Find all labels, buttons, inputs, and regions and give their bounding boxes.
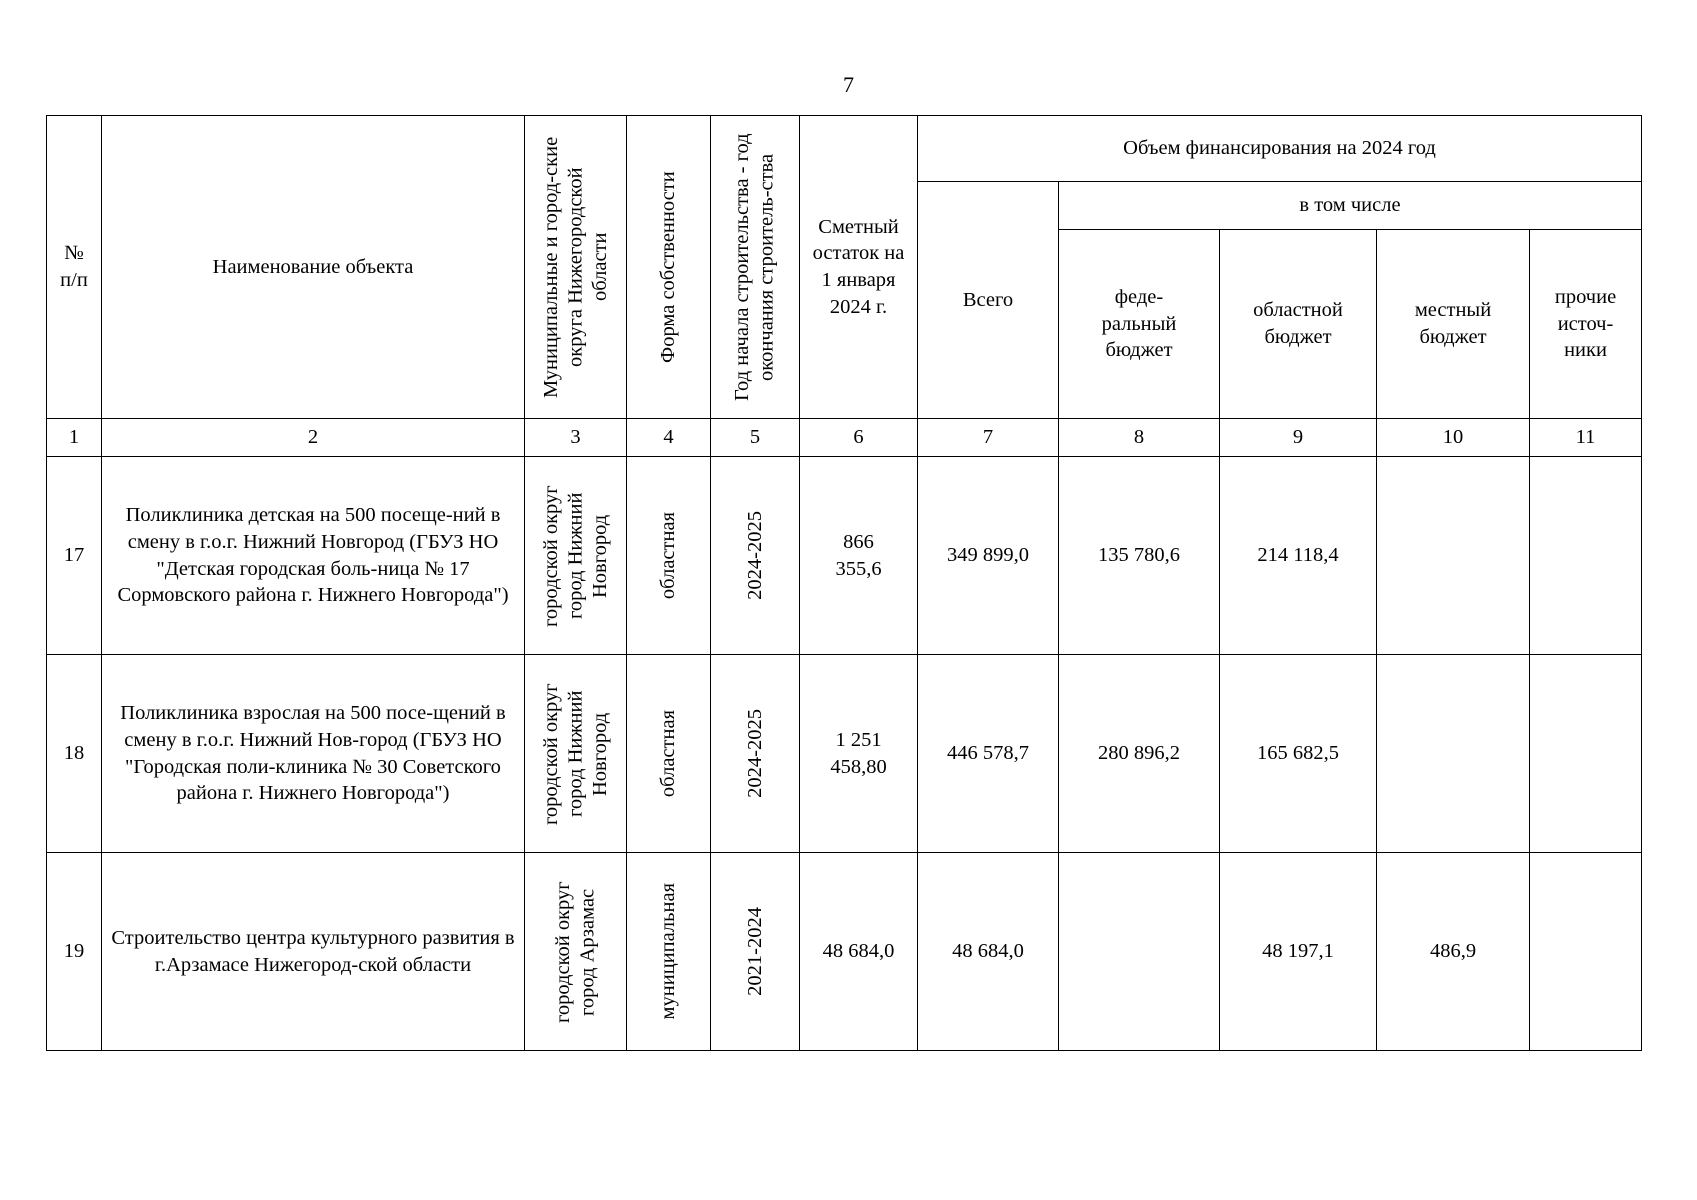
header-years [711,116,800,419]
row-balance: 866 355,6 [800,457,918,655]
row-years-text: 2024-2025 [743,709,766,798]
row-ownership [627,457,711,655]
column-number: 4 [627,419,711,457]
row-num: 19 [47,853,102,1051]
row-other [1530,457,1642,655]
column-number: 8 [1059,419,1220,457]
row-ownership [627,853,711,1051]
header-num: № п/п [47,116,102,419]
row-ownership [627,655,711,853]
row-municipality-text: городской округ город Нижний Новгород [539,682,611,825]
header-name: Наименование объекта [102,116,525,419]
header-municipality-text: Муниципальные и город-ские округа Нижегородской области [539,136,611,398]
table-row [47,853,1642,1051]
header-local: местный бюджет [1377,230,1530,419]
row-local: 486,9 [1377,853,1530,1051]
column-number: 2 [102,419,525,457]
row-ownership-text: областная [657,709,680,798]
row-other [1530,853,1642,1051]
header-regional: областной бюджет [1220,230,1377,419]
column-number: 7 [918,419,1059,457]
column-number: 9 [1220,419,1377,457]
header-municipality [525,116,627,419]
row-years [711,655,800,853]
row-total: 446 578,7 [918,655,1059,853]
row-years-text: 2021-2024 [743,907,766,996]
page-number: 7 [843,72,854,97]
row-total: 349 899,0 [918,457,1059,655]
row-num: 18 [47,655,102,853]
row-other [1530,655,1642,853]
column-number: 6 [800,419,918,457]
header-years-text: Год начала строительства - год окончания строитель-ства [731,133,778,401]
row-name: Поликлиника детская на 500 посеще-ний в смену в г.о.г. Нижний Новгород (ГБУЗ НО "Детская городская боль-ница № 17 Сормовского района г. Нижнего Новгорода") [102,457,525,655]
table-row [47,655,1642,853]
row-name: Поликлиника взрослая на 500 посе-щений в смену в г.о.г. Нижний Нов-город (ГБУЗ НО "Городская поли-клиника № 30 Советского района г. Нижнего Новгорода") [102,655,525,853]
row-years-text: 2024-2025 [743,511,766,600]
row-local [1377,457,1530,655]
financing-table [46,115,1642,1051]
row-federal: 135 780,6 [1059,457,1220,655]
row-federal [1059,853,1220,1051]
column-number: 3 [525,419,627,457]
row-num: 17 [47,457,102,655]
row-regional: 48 197,1 [1220,853,1377,1051]
header-including: в том числе [1059,182,1642,230]
row-balance: 48 684,0 [800,853,918,1051]
row-ownership-text: муниципальная [657,883,680,1020]
header-balance: Сметный остаток на 1 января 2024 г. [800,116,918,419]
header-funding: Объем финансирования на 2024 год [918,116,1642,182]
row-municipality [525,655,627,853]
header-federal: феде-ральный бюджет [1059,230,1220,419]
header-total: Всего [918,182,1059,419]
row-municipality-text: городской округ город Арзамас [551,880,599,1023]
row-regional: 214 118,4 [1220,457,1377,655]
header-other: прочие источ-ники [1530,230,1642,419]
row-balance: 1 251 458,80 [800,655,918,853]
row-municipality-text: городской округ город Нижний Новгород [539,484,611,627]
column-number: 1 [47,419,102,457]
column-number: 11 [1530,419,1642,457]
column-number: 10 [1377,419,1530,457]
row-years [711,457,800,655]
column-number: 5 [711,419,800,457]
row-municipality [525,853,627,1051]
row-federal: 280 896,2 [1059,655,1220,853]
row-local [1377,655,1530,853]
row-municipality [525,457,627,655]
row-years [711,853,800,1051]
header-ownership-text: Форма собственности [657,171,680,363]
header-ownership [627,116,711,419]
row-name: Строительство центра культурного развития в г.Арзамасе Нижегород-ской области [102,853,525,1051]
row-regional: 165 682,5 [1220,655,1377,853]
row-total: 48 684,0 [918,853,1059,1051]
table-row [47,457,1642,655]
row-ownership-text: областная [657,511,680,600]
